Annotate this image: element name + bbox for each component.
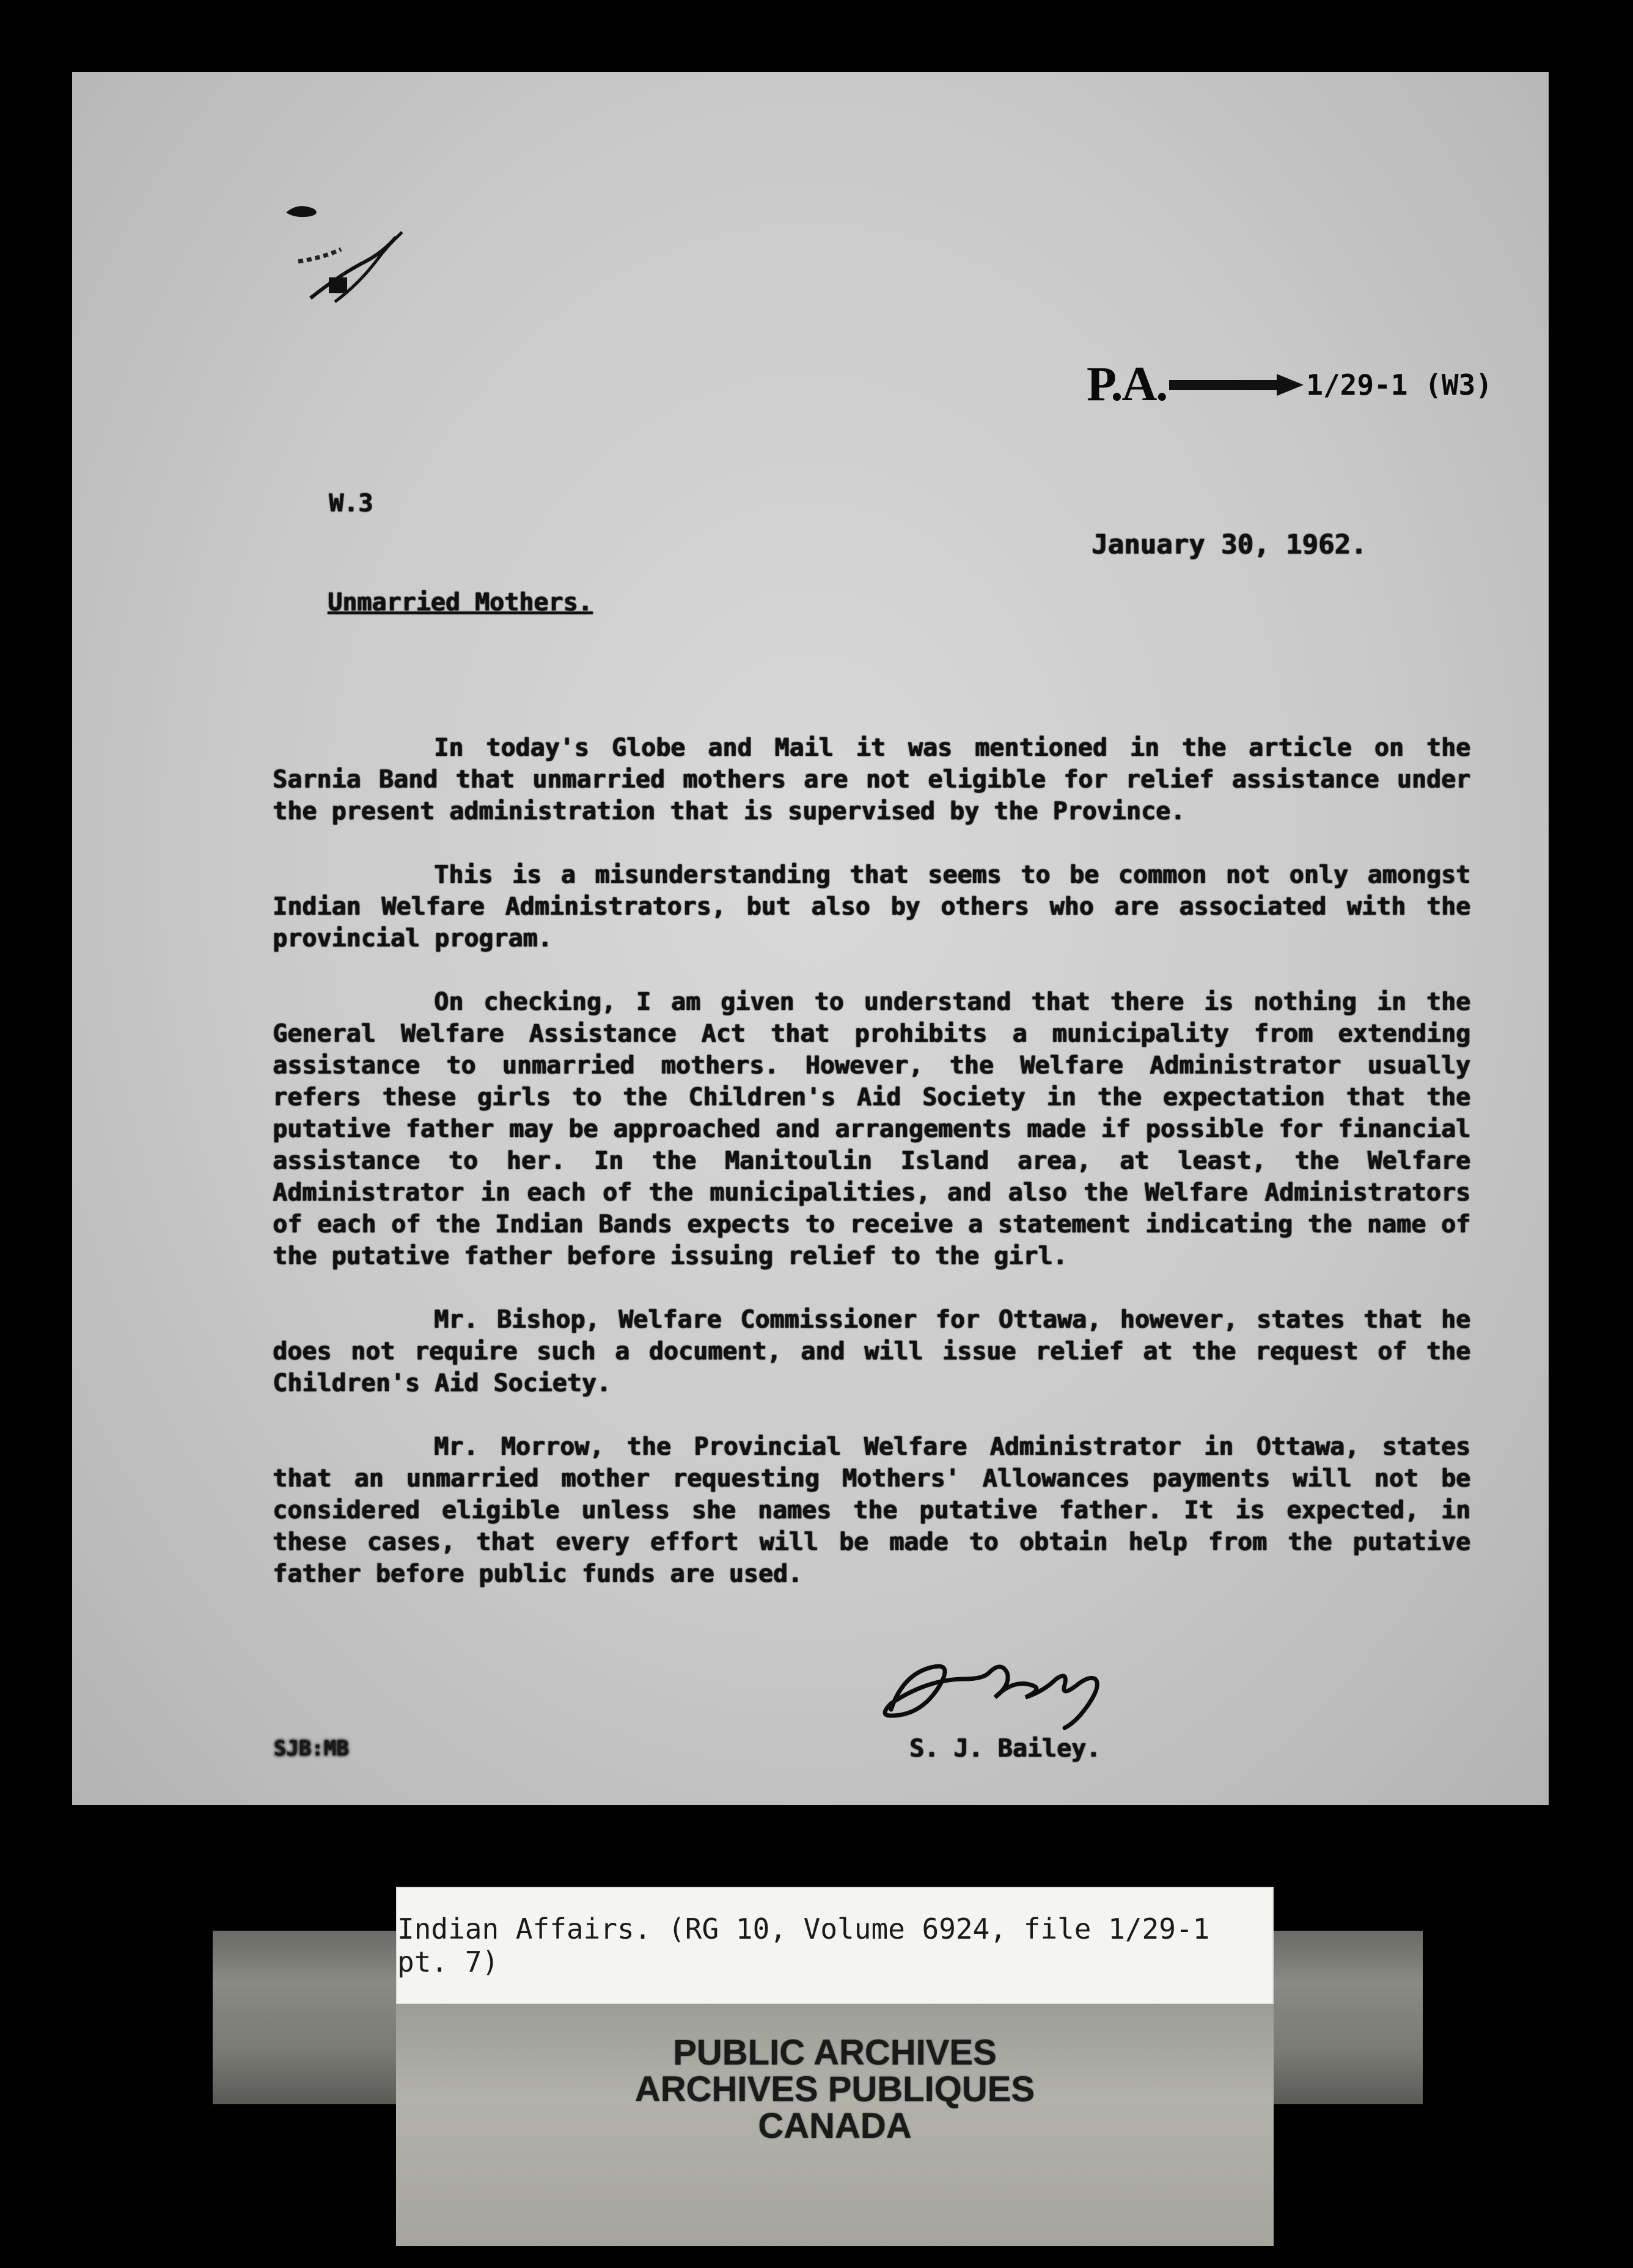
memo-page <box>72 72 1549 1805</box>
file-reference <box>1087 357 1492 412</box>
archive-stamp-line: CANADA <box>758 2106 912 2146</box>
archive-stamp-line: PUBLIC ARCHIVES <box>673 2033 997 2072</box>
archive-stamp <box>396 2035 1274 2145</box>
handwritten-mark-icon <box>274 194 420 310</box>
archive-stamp-line: ARCHIVES PUBLIQUES <box>634 2069 1035 2109</box>
archive-citation-text: Indian Affairs. (RG 10, Volume 6924, file 1/29-1 pt. 7) <box>397 1912 1210 1978</box>
signature-name: S. J. Bailey. <box>909 1735 1101 1763</box>
memo-code: W.3 <box>329 489 373 518</box>
archive-citation-label <box>396 1887 1274 2004</box>
handwritten-signature-icon <box>873 1655 1129 1734</box>
body-paragraph: On checking, I am given to understand that there is nothing in the General Welfare Assistance Act that prohibits a municipality from extending assistance to unmarried mothers. However, the Welfare Administrator usually refers these girls to the Children's Aid Society in the expectation that the putative father may be approached and arrangements made if possible for financial assistance to her. In the Manitoulin Island area, at least, the Welfare Administrator in each of the municipalities, and also the Welfare Administrators of each of the Indian Bands expects to receive a statement indicating the name of the putative father before issuing relief to the girl. <box>273 988 1470 1270</box>
body-paragraph: In today's Globe and Mail it was mentioned in the article on the Sarnia Band that unmarried mothers are not eligible for relief assistance under the present administration that is supervised by the Province. <box>273 734 1470 825</box>
letter-date: January 30, 1962. <box>1092 529 1367 560</box>
file-reference-number: 1/29-1 (W3) <box>1306 368 1492 401</box>
arrow-right-icon <box>1169 374 1304 396</box>
file-reference-prefix: P.A. <box>1087 357 1167 411</box>
body-paragraph: Mr. Morrow, the Provincial Welfare Administrator in Ottawa, states that an unmarried mother requesting Mothers' Allowances payments will not be considered eligible unless she names the putative father. It is expected, in these cases, that every effort will be made to obtain help from the putative father before public funds are used. <box>273 1433 1470 1588</box>
signature-block <box>842 1655 1160 1789</box>
letter-subject: Unmarried Mothers. <box>328 588 593 616</box>
body-paragraph: This is a misunderstanding that seems to be common not only amongst Indian Welfare Administrators, but also by others who are associated with the provincial program. <box>273 861 1470 953</box>
body-paragraph: Mr. Bishop, Welfare Commissioner for Ottawa, however, states that he does not require such a document, and will issue relief at the request of the Children's Aid Society. <box>273 1306 1470 1397</box>
letter-body <box>273 732 1470 1622</box>
typist-initials: SJB:MB <box>274 1736 349 1761</box>
